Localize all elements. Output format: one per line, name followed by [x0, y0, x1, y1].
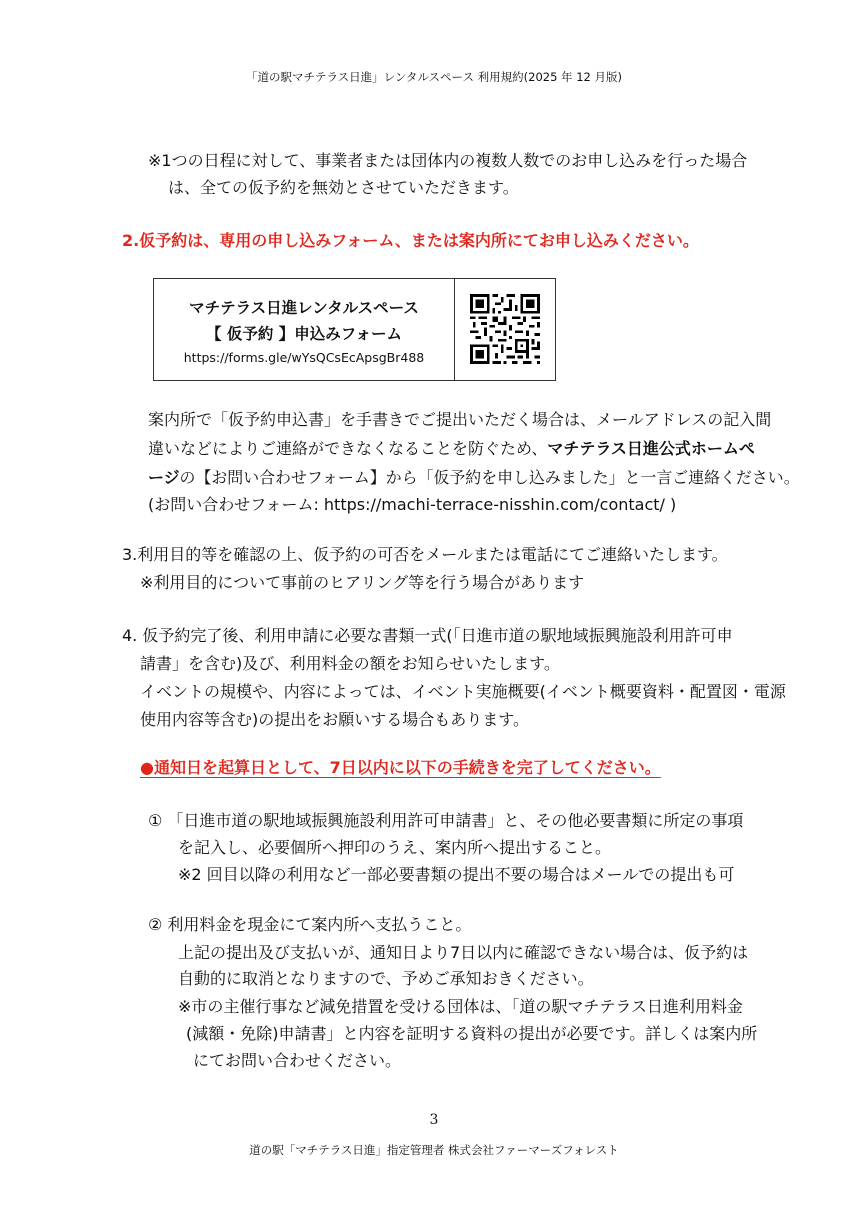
qr-code-icon[interactable]	[470, 294, 540, 364]
step-2-line-6: にてお問い合わせください。	[193, 1051, 402, 1070]
page-header: 「道の駅マチテラス日進」レンタルスペース 利用規約(2025 年 12 月版)	[246, 70, 622, 84]
form-url-link[interactable]: https://forms.gle/wYsQCsEcApsgBr488	[183, 350, 425, 365]
step-2-line-5: (減額・免除)申請書」と内容を証明する資料の提出が必要です。詳しくは案内所	[186, 1024, 758, 1043]
step-2-line-2: 上記の提出及び支払いが、通知日より7日以内に確認できない場合は、仮予約は	[178, 943, 749, 962]
contact-line-3: ージの【お問い合わせフォーム】から「仮予約を申し込みました」と一言ご連絡ください。	[148, 468, 800, 487]
official-homepage-name: マチテラス日進公式ホームペ	[547, 439, 755, 458]
box-divider	[454, 279, 455, 380]
step-1-line-3: ※2 回目以降の利用など一部必要書類の提出不要の場合はメールでの提出も可	[178, 865, 735, 884]
step-1-line-2: を記入し、必要個所へ押印のうえ、案内所へ提出すること。	[178, 838, 611, 857]
section-4-line-4: 使用内容等含む)の提出をお願いする場合もあります。	[140, 710, 529, 729]
note-line-2: は、全ての仮予約を無効とさせていただきます。	[168, 178, 519, 197]
page-footer: 道の駅「マチテラス日進」指定管理者 株式会社ファーマーズフォレスト	[249, 1143, 619, 1157]
form-info-box	[153, 278, 556, 381]
section-3-note: ※利用目的について事前のヒアリング等を行う場合があります	[140, 573, 585, 592]
step-2-line-1: ② 利用料金を現金にて案内所へ支払うこと。	[148, 915, 472, 934]
official-homepage-name-cont: ージ	[148, 468, 180, 487]
deadline-notice: ●通知日を起算日として、7日以内に以下の手続きを完了してください。	[140, 758, 661, 777]
section-4-line-3: イベントの規模や、内容によっては、イベント実施概要(イベント概要資料・配置図・電源	[140, 682, 786, 701]
step-2-line-4: ※市の主催行事など減免措置を受ける団体は、「道の駅マチテラス日進利用料金	[178, 997, 743, 1016]
contact-line-1: 案内所で「仮予約申込書」を手書きでご提出いただく場合は、メールアドレスの記入間	[148, 410, 772, 429]
form-box-title: マチテラス日進レンタルスペース	[189, 299, 419, 317]
note-line-1: ※1つの日程に対して、事業者または団体内の複数人数でのお申し込みを行った場合	[148, 151, 748, 170]
section-2-heading: 2.仮予約は、専用の申し込みフォーム、または案内所にてお申し込みください。	[122, 231, 699, 250]
step-2-line-3: 自動的に取消となりますので、予めご承知おきください。	[178, 969, 594, 988]
section-4-line-1: 4. 仮予約完了後、利用申請に必要な書類一式(「日進市道の駅地域振興施設利用許可申	[122, 626, 733, 645]
contact-url[interactable]: (お問い合わせフォーム: https://machi-terrace-nisshin.com/contact/ )	[148, 495, 677, 514]
section-3-line-1: 3.利用目的等を確認の上、仮予約の可否をメールまたは電話にてご連絡いたします。	[122, 545, 728, 564]
contact-line-2: 違いなどによりご連絡ができなくなることを防ぐため、マチテラス日進公式ホームペ	[148, 439, 755, 458]
page-number: 3	[429, 1112, 439, 1128]
form-box-subtitle: 【 仮予約 】申込みフォーム	[205, 325, 403, 343]
section-4-line-2: 請書」を含む)及び、利用料金の額をお知らせいたします。	[140, 654, 560, 673]
step-1-line-1: ① 「日進市道の駅地域振興施設利用許可申請書」と、その他必要書類に所定の事項	[148, 811, 744, 830]
